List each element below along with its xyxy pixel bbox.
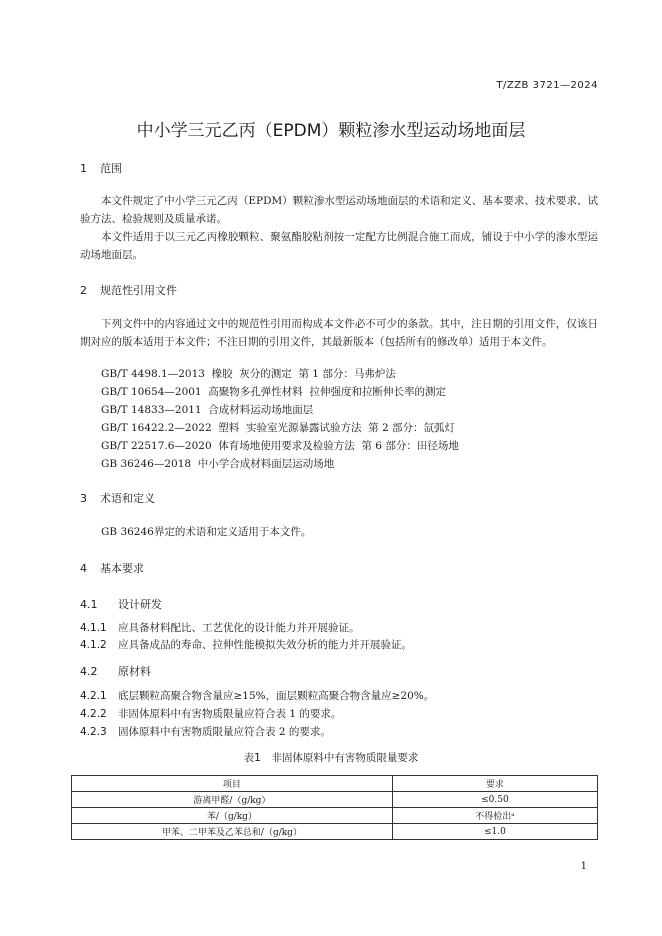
reference-item: GB/T 14833—2011 合成材料运动场地面层	[101, 404, 314, 416]
table-header-cell: 项目	[72, 776, 393, 792]
subsection-heading-design: 4.1 设计研发	[80, 598, 162, 611]
table-cell: ≤0.50	[392, 792, 597, 808]
table-cell: 不得检出ᵃ	[392, 808, 597, 824]
table-cell: 甲苯、二甲苯及乙苯总和/（g/kg）	[72, 824, 393, 840]
page-number: 1	[580, 861, 587, 872]
normative-intro: 下列文件中的内容通过文中的规范性引用而构成本文件必不可少的条款。其中，注日期的引用文件，仅该日期对应的版本适用于本文件；不注日期的引用文件，其最新版本（包括所有的修改单）适用于本文件。	[80, 318, 598, 348]
table-header-cell: 要求	[392, 776, 597, 792]
clause-item: 4.2.2 非固体原料中有害物质限量应符合表 1 的要求。	[80, 708, 342, 720]
clause-item: 4.1.2 应具备成品的寿命、拉伸性能模拟失效分析的能力并开展验证。	[80, 639, 412, 651]
reference-item: GB 36246—2018 中小学合成材料面层运动场地	[101, 458, 335, 470]
clause-item: 4.1.1 应具备材料配比、工艺优化的设计能力并开展验证。	[80, 622, 360, 634]
table-cell: 游离甲醛/（g/kg）	[72, 792, 393, 808]
terms-text: GB 36246界定的术语和定义适用于本文件。	[101, 526, 312, 538]
page-title: 中小学三元乙丙（EPDM）颗粒渗水型运动场地面层	[136, 121, 526, 141]
section-heading-terms: 3 术语和定义	[80, 492, 155, 505]
reference-item: GB/T 22517.6—2020 体育场地使用要求及检验方法 第 6 部分：田径场地	[101, 440, 459, 452]
clause-item: 4.2.3 固体原料中有害物质限量应符合表 2 的要求。	[80, 726, 331, 738]
section-heading-normative: 2 规范性引用文件	[80, 284, 177, 297]
section-heading-basic: 4 基本要求	[80, 562, 144, 575]
table-cell: 苯/（g/kg）	[72, 808, 393, 824]
document-number: T/ZZB 3721—2024	[496, 80, 598, 91]
clause-item: 4.2.1 底层颗粒高聚合物含量应≥15%，面层颗粒高聚合物含量应≥20%。	[80, 690, 435, 702]
subsection-heading-materials: 4.2 原材料	[80, 665, 151, 678]
reference-item: GB/T 16422.2—2022 塑料 实验室光源暴露试验方法 第 2 部分：氙弧灯	[101, 422, 456, 434]
reference-item: GB/T 10654—2001 高聚物多孔弹性材料 拉伸强度和拉断伸长率的测定	[101, 386, 446, 398]
scope-paragraph: 本文件规定了中小学三元乙丙（EPDM）颗粒渗水型运动场地面层的术语和定义、基本要求、技术要求、试验方法、检验规则及质量承诺。	[80, 195, 598, 225]
table-row	[72, 824, 598, 840]
table-header-row	[72, 776, 598, 792]
hazard-limit-table	[71, 775, 598, 840]
reference-item: GB/T 4498.1—2013 橡胶 灰分的测定 第 1 部分：马弗炉法	[101, 368, 396, 380]
table-cell: ≤1.0	[392, 824, 597, 840]
table-row	[72, 808, 598, 824]
reference-list	[101, 365, 459, 473]
scope-paragraph: 本文件适用于以三元乙丙橡胶颗粒、聚氨酯胶粘剂按一定配方比例混合施工而成，铺设于中小学的渗水型运动场地面层。	[80, 231, 598, 261]
scope-paragraphs	[80, 192, 598, 264]
section-heading-scope: 1 范围	[80, 162, 122, 175]
table-caption: 表1 非固体原料中有害物质限量要求	[243, 752, 419, 764]
table-row	[72, 792, 598, 808]
